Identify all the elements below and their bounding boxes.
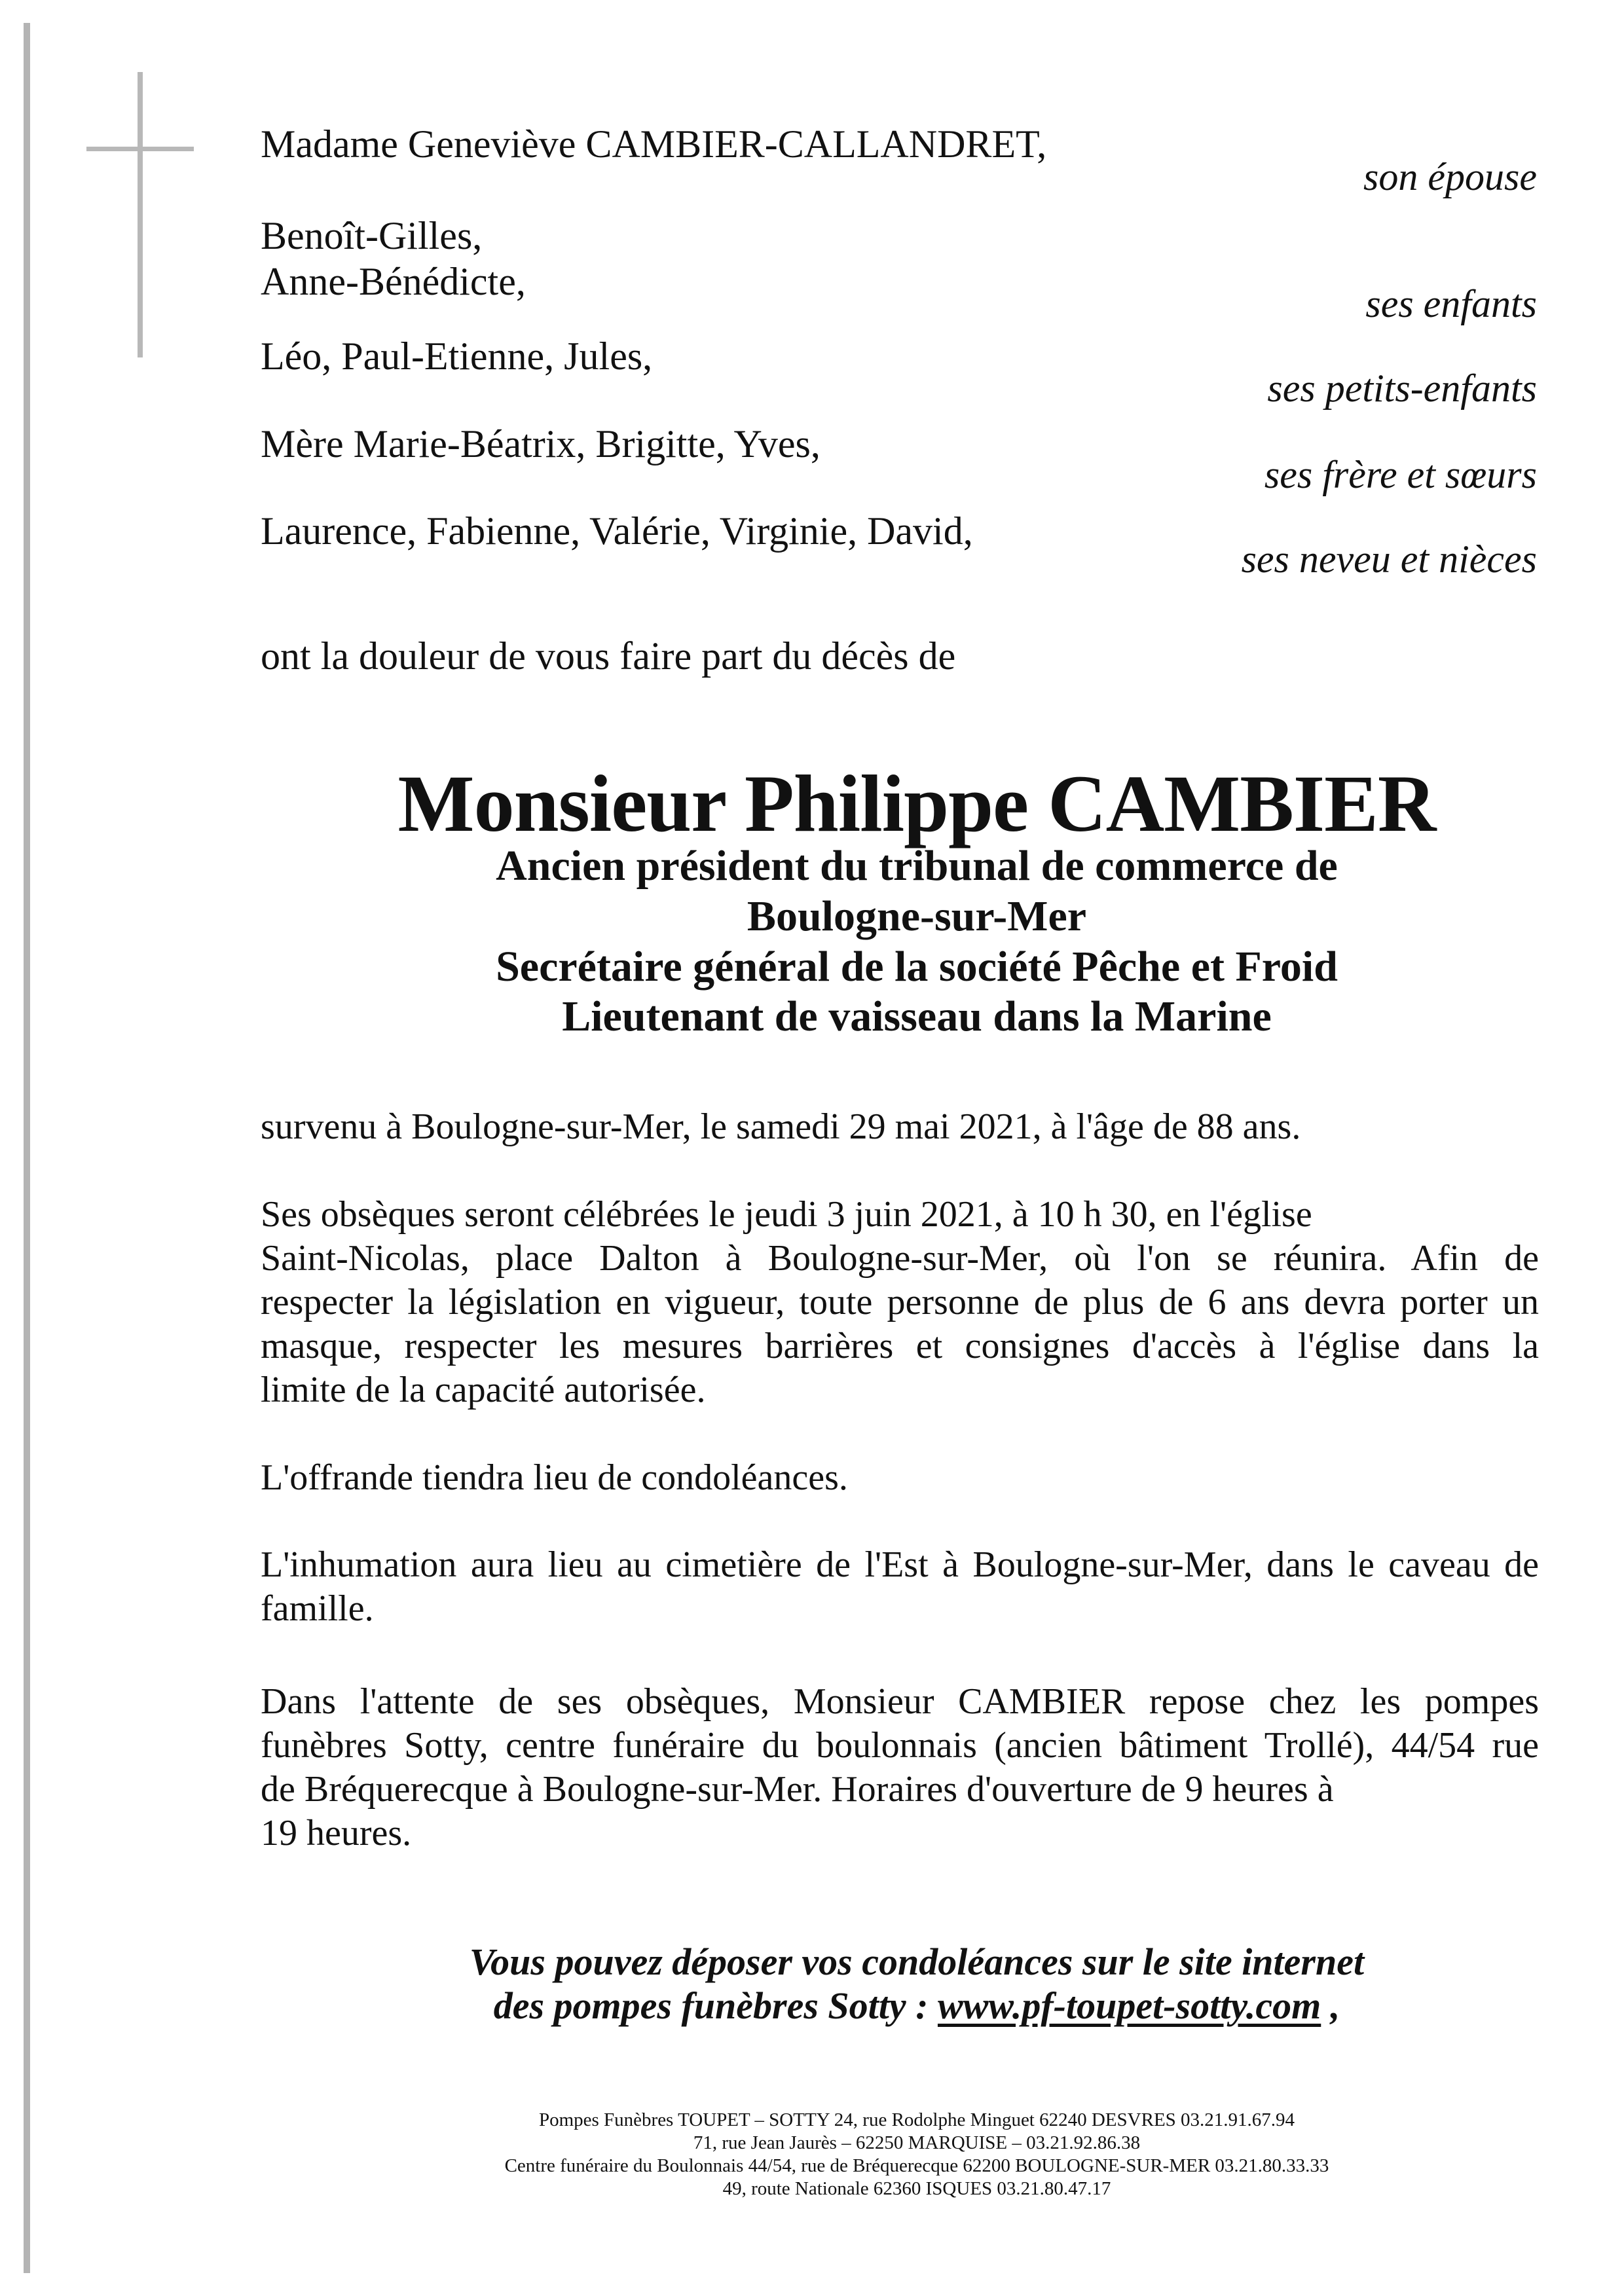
paragraph-line: masque, respecter les mesures barrières et consignes d'accès à l'église dans la xyxy=(261,1326,1539,1366)
cross-vertical-bar xyxy=(138,72,143,357)
paragraph-line: Dans l'attente de ses obsèques, Monsieur CAMBIER repose chez les pompes xyxy=(261,1681,1539,1722)
deceased-name: Monsieur Philippe CAMBIER xyxy=(397,759,1436,848)
cross-horizontal-bar xyxy=(86,147,194,151)
deceased-title: Secrétaire général de la société Pêche et Froid xyxy=(496,943,1338,991)
relation-label: ses frère et sœurs xyxy=(1264,453,1537,496)
rest-paragraph xyxy=(261,1680,1539,1855)
paragraph-line: L'offrande tiendra lieu de condoléances. xyxy=(261,1457,848,1498)
deceased-title: Ancien président du tribunal de commerce de xyxy=(496,842,1338,890)
announcement-intro: ont la douleur de vous faire part du décès de xyxy=(261,634,956,678)
family-name-grandchildren: Léo, Paul-Etienne, Jules, xyxy=(261,335,653,378)
footer-line: 71, rue Jean Jaurès – 62250 MARQUISE – 03.21.92.86.38 xyxy=(693,2132,1141,2153)
burial-paragraph xyxy=(261,1543,1539,1631)
family-name-siblings: Mère Marie-Béatrix, Brigitte, Yves, xyxy=(261,422,821,465)
family-name-spouse: Madame Geneviève CAMBIER-CALLANDRET, xyxy=(261,122,1047,166)
condolences-line: Vous pouvez déposer vos condoléances sur le site internet xyxy=(469,1941,1365,1983)
paragraph-line: funèbres Sotty, centre funéraire du boulonnais (ancien bâtiment Trollé), 44/54 rue xyxy=(261,1725,1539,1766)
condolences-line xyxy=(426,1984,1408,2028)
death-paragraph xyxy=(261,1105,1539,1149)
footer-line: Centre funéraire du Boulonnais 44/54, rue de Bréquerecque 62200 BOULOGNE-SUR-MER 03.21.80.33.33 xyxy=(504,2155,1329,2176)
condolences-notice xyxy=(426,1940,1408,2028)
family-name-child: Benoît-Gilles, xyxy=(261,214,483,257)
family-name-child: Anne-Bénédicte, xyxy=(261,260,526,303)
relation-label: ses neveu et nièces xyxy=(1241,538,1537,581)
paragraph-line: limite de la capacité autorisée. xyxy=(261,1370,706,1410)
funeral-home-footer xyxy=(458,2109,1375,2200)
offering-paragraph xyxy=(261,1456,1539,1500)
paragraph-line: respecter la législation en vigueur, toute personne de plus de 6 ans devra porter un xyxy=(261,1282,1539,1322)
condolences-suffix: , xyxy=(1321,1984,1340,2027)
condolences-prefix: des pompes funèbres Sotty : xyxy=(493,1984,938,2027)
paragraph-line: survenu à Boulogne-sur-Mer, le samedi 29 mai 2021, à l'âge de 88 ans. xyxy=(261,1106,1301,1147)
relation-label: ses petits-enfants xyxy=(1267,367,1537,410)
paragraph-line: 19 heures. xyxy=(261,1813,412,1853)
relation-label: ses enfants xyxy=(1365,282,1537,325)
relation-label: son épouse xyxy=(1363,155,1537,198)
footer-line: Pompes Funèbres TOUPET – SOTTY 24, rue Rodolphe Minguet 62240 DESVRES 03.21.91.67.94 xyxy=(538,2109,1295,2130)
condolences-website-link[interactable]: www.pf-toupet-sotty.com xyxy=(937,1984,1321,2027)
paragraph-line: famille. xyxy=(261,1588,374,1629)
deceased-title: Boulogne-sur-Mer xyxy=(747,892,1087,940)
deceased-title: Lieutenant de vaisseau dans la Marine xyxy=(562,993,1272,1040)
paragraph-line: Ses obsèques seront célébrées le jeudi 3 juin 2021, à 10 h 30, en l'église xyxy=(261,1194,1312,1235)
funeral-paragraph xyxy=(261,1193,1539,1412)
left-margin-bar xyxy=(24,23,30,2273)
paragraph-line: Saint-Nicolas, place Dalton à Boulogne-sur-Mer, où l'on se réunira. Afin de xyxy=(261,1238,1539,1279)
paragraph-line: L'inhumation aura lieu au cimetière de l'Est à Boulogne-sur-Mer, dans le caveau de xyxy=(261,1544,1539,1585)
family-name-nephews-nieces: Laurence, Fabienne, Valérie, Virginie, David, xyxy=(261,509,973,553)
paragraph-line: de Bréquerecque à Boulogne-sur-Mer. Horaires d'ouverture de 9 heures à xyxy=(261,1769,1334,1810)
footer-line: 49, route Nationale 62360 ISQUES 03.21.80.47.17 xyxy=(722,2178,1111,2199)
